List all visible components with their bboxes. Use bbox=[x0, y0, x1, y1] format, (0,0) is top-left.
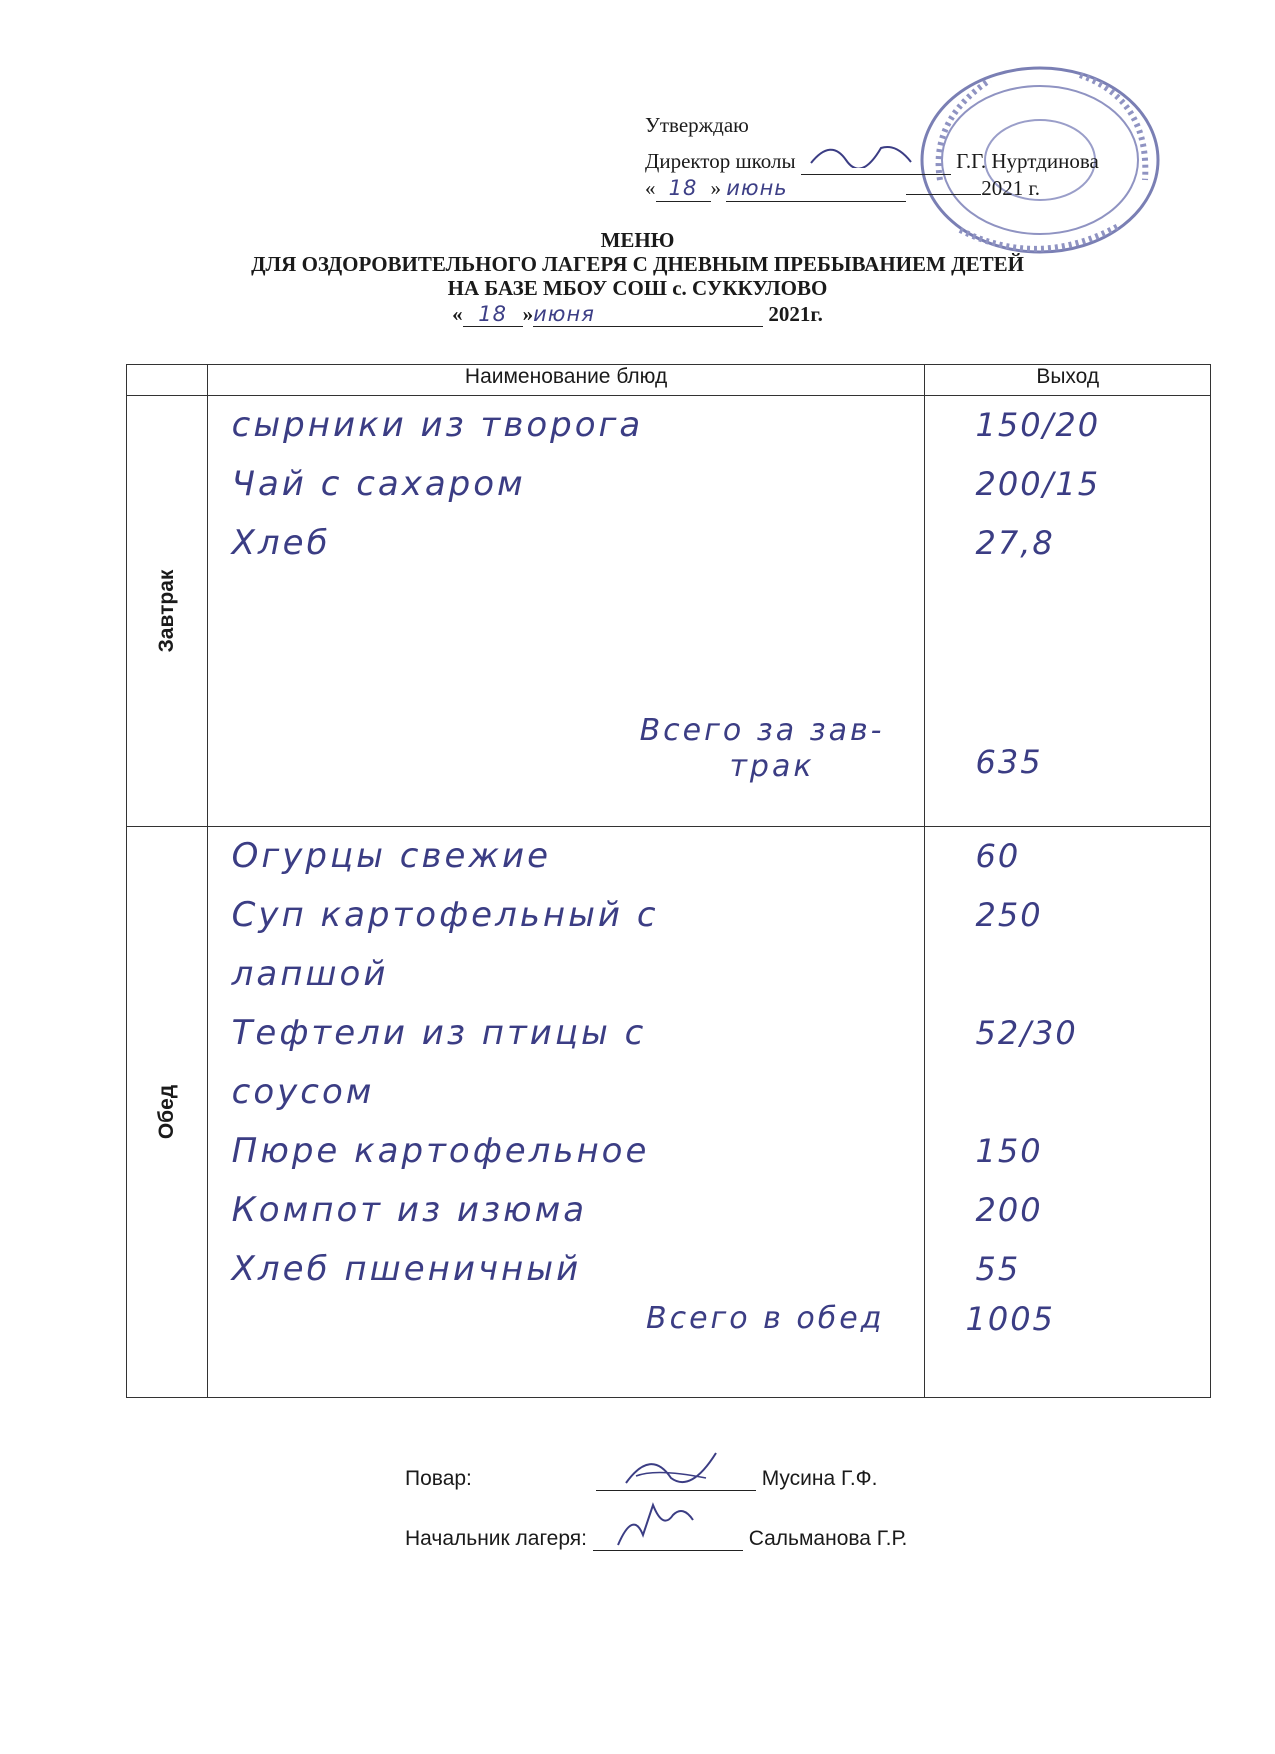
approval-block bbox=[645, 112, 1099, 202]
director-line bbox=[645, 138, 1099, 175]
list-item: Компот из изюма bbox=[231, 1190, 588, 1230]
cook-signature-line bbox=[405, 1462, 877, 1491]
lunch-section bbox=[127, 827, 1211, 1398]
date-open-quote: « bbox=[645, 176, 656, 200]
lunch-total-value: 1005 bbox=[965, 1300, 1055, 1338]
list-item-yield: 52/30 bbox=[975, 1014, 1078, 1052]
list-item-yield bbox=[925, 1063, 1210, 1122]
list-item: Хлеб пшеничный bbox=[231, 1249, 582, 1289]
list-item-yield: 200 bbox=[975, 1191, 1043, 1229]
list-item-yield: 200/15 bbox=[975, 465, 1101, 503]
col-yield-header: Выход bbox=[925, 365, 1211, 396]
director-signature-line bbox=[801, 138, 951, 175]
menu-date-day: 18 bbox=[463, 302, 523, 327]
list-item: Суп картофельный с bbox=[231, 895, 659, 935]
list-item: Хлеб bbox=[231, 523, 331, 563]
list-item-yield: 27,8 bbox=[975, 524, 1055, 562]
list-item-yield: 250 bbox=[975, 896, 1043, 934]
date-close-quote: » bbox=[710, 176, 721, 200]
list-item: Чай с сахаром bbox=[231, 464, 526, 504]
approval-date-line bbox=[645, 175, 1099, 202]
camp-head-signature bbox=[593, 1522, 743, 1551]
camp-head-label: Начальник лагеря: bbox=[405, 1527, 588, 1550]
breakfast-total-value: 635 bbox=[975, 743, 1043, 781]
list-item: Тефтели из птицы с bbox=[231, 1013, 647, 1053]
cook-name: Мусина Г.Ф. bbox=[761, 1467, 878, 1490]
approve-label: Утверждаю bbox=[645, 113, 749, 137]
menu-table bbox=[126, 364, 1211, 1398]
table-header-row bbox=[127, 365, 1211, 396]
cook-signature bbox=[596, 1462, 756, 1491]
lunch-label: Обед bbox=[154, 1084, 178, 1140]
list-item-yield: 150/20 bbox=[975, 406, 1101, 444]
approval-month: июнь bbox=[726, 175, 906, 202]
menu-date-month: июня bbox=[533, 302, 763, 327]
approval-year: 2021 г. bbox=[981, 176, 1040, 200]
menu-school: НА БАЗЕ МБОУ СОШ с. СУККУЛОВО bbox=[447, 276, 828, 300]
breakfast-total-label: Всего за зав- bbox=[639, 713, 885, 748]
menu-date: « 18 »июня 2021г. bbox=[452, 302, 823, 326]
list-item-yield: 60 bbox=[975, 837, 1021, 875]
cook-label: Повар: bbox=[405, 1467, 472, 1490]
breakfast-label-cell bbox=[127, 396, 208, 827]
breakfast-total-label-2: трак bbox=[729, 749, 815, 784]
camp-head-signature-line bbox=[405, 1522, 907, 1551]
list-item: соусом bbox=[231, 1072, 375, 1112]
director-signature bbox=[801, 138, 921, 168]
list-item-yield bbox=[925, 945, 1210, 1004]
camp-head-name: Сальманова Г.Р. bbox=[748, 1527, 908, 1550]
approval-day: 18 bbox=[656, 175, 711, 202]
col-dish-header: Наименование блюд bbox=[207, 365, 925, 396]
menu-date-year: 2021г. bbox=[768, 302, 823, 326]
breakfast-section bbox=[127, 396, 1211, 827]
list-item: Огурцы свежие bbox=[231, 836, 552, 876]
director-name: Г.Г. Нуртдинова bbox=[956, 149, 1099, 173]
lunch-label-cell bbox=[127, 827, 208, 1398]
position-label: Директор школы bbox=[645, 149, 796, 173]
menu-subtitle: ДЛЯ ОЗДОРОВИТЕЛЬНОГО ЛАГЕРЯ С ДНЕВНЫМ ПРЕБЫВАНИЕМ ДЕТЕЙ bbox=[251, 252, 1024, 276]
lunch-total-label: Всего в обед bbox=[646, 1301, 885, 1336]
list-item: Пюре картофельное bbox=[231, 1131, 650, 1171]
list-item-yield: 150 bbox=[975, 1132, 1043, 1170]
breakfast-label: Завтрак bbox=[154, 569, 178, 653]
menu-title: МЕНЮ bbox=[600, 228, 675, 252]
list-item-yield: 55 bbox=[975, 1250, 1021, 1288]
list-item: лапшой bbox=[231, 954, 389, 994]
list-item: сырники из творога bbox=[231, 405, 644, 445]
